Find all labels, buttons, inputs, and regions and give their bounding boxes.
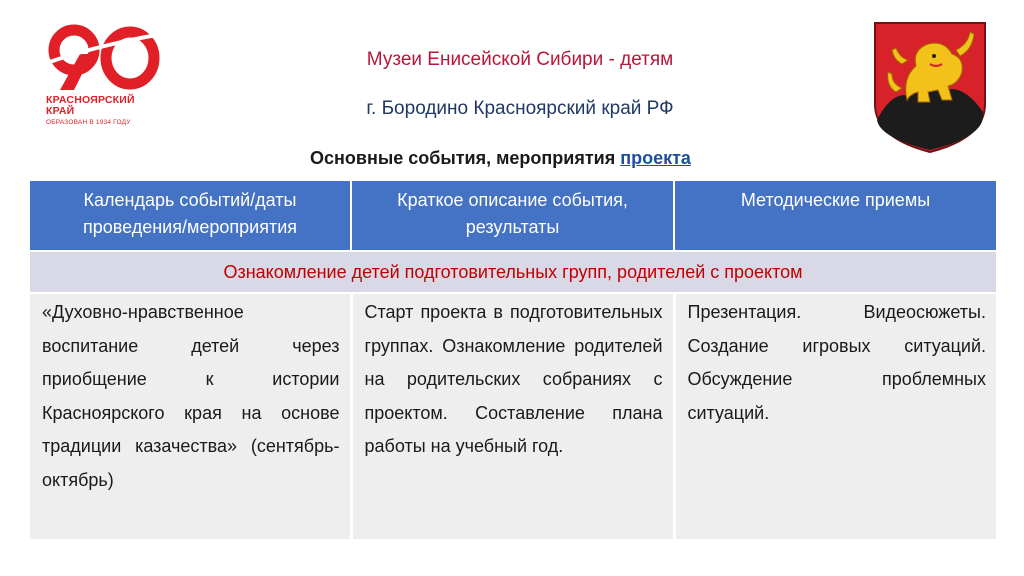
table-row (30, 293, 996, 539)
coat-of-arms-icon (872, 20, 988, 154)
page-location: г. Бородино Красноярский край РФ (366, 98, 674, 119)
cell-description: Старт проекта в подготовительных группах. Ознакомление родителей на родительских собраниях с проектом. Составление плана работы на учебный год. (351, 293, 674, 539)
logo-text-line2: КРАЙ (46, 105, 75, 117)
section-title: Ознакомление детей подготовительных групп, родителей с проектом (30, 251, 996, 293)
logo-text-line1: КРАСНОЯРСКИЙ (46, 94, 135, 106)
logo-text-line3: ОБРАЗОВАН В 1934 ГОДУ (46, 119, 131, 126)
table-section-row (30, 251, 996, 293)
subtitle-text: Основные события, мероприятия (310, 148, 616, 168)
page-title: Музеи Енисейской Сибири - детям (366, 49, 674, 70)
table-header-row (30, 181, 996, 251)
column-header-methods: Методические приемы (674, 181, 996, 251)
subtitle-link-project[interactable]: проекта (620, 148, 691, 168)
cell-calendar: «Духовно-нравственное воспитание детей через приобщение к истории Красноярского края на основе традиции казачества» (сентябрь-октябрь) (30, 293, 351, 539)
column-header-description: Краткое описание события, результаты (351, 181, 674, 251)
column-header-calendar: Календарь событий/даты проведения/мероприятия (30, 181, 351, 251)
events-table (30, 181, 996, 539)
page-subtitle (310, 148, 691, 169)
cell-methods: Презентация. Видеосюжеты. Создание игровых ситуаций. Обсуждение проблемных ситуаций. (674, 293, 996, 539)
